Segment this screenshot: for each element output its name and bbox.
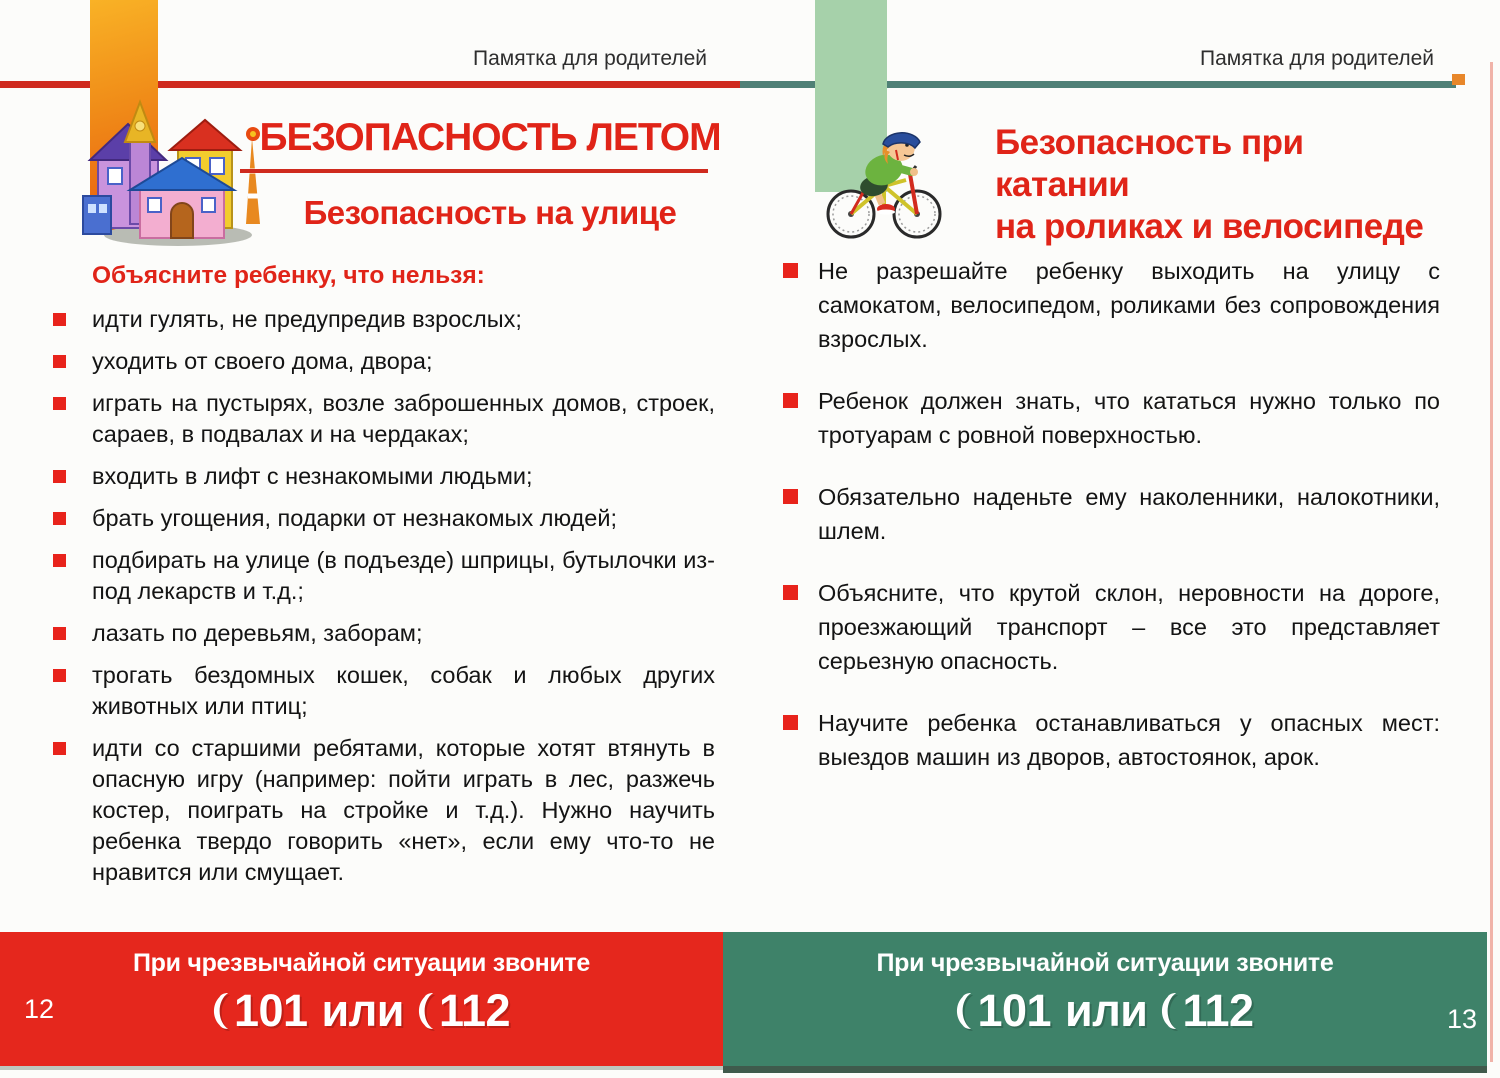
left-running-header: Памятка для родителей [473,47,707,70]
bullet-square-icon [783,715,798,730]
list-item-text: идти гулять, не предупредив взрослых; [92,306,522,332]
right-title-line2: на роликах и велосипеде [995,207,1424,246]
list-item-text: брать угощения, подарки от незнакомых людей; [92,505,617,531]
list-item [783,384,1440,452]
list-item [53,660,715,722]
list-item [53,545,715,607]
phone-number-text: 112 [438,985,511,1036]
phone-number-text: 112 [1182,985,1254,1036]
bullet-square-icon [53,512,66,525]
list-item [783,254,1440,356]
left-page-title: БЕЗОПАСНОСТЬ ЛЕТОМ [259,116,721,159]
emergency-call-text: При чрезвычайной ситуации звоните [876,949,1334,977]
bullet-square-icon [53,313,66,326]
page-number-right: 13 [1447,1004,1478,1034]
bullet-square-icon [783,489,798,504]
bullet-square-icon [53,627,66,640]
riding-safety-list [783,254,1440,802]
list-item-text: Объясните, что крутой склон, неровности на дороге, проезжающий транспорт – все это представляет серьезную опасность. [818,580,1440,674]
street-safety-list [53,262,715,899]
emergency-call-text: При чрезвычайной ситуации звоните [133,949,590,977]
list-item [53,346,715,377]
page-edge-line [1490,62,1493,1062]
phone-number-101 [213,985,308,1037]
phone-number-text: 101 [977,985,1052,1036]
list-item-text: подбирать на улице (в подъезде) шприцы, бутылочки из-под лекарств и т.д.; [92,547,715,604]
bottom-edge-shadow-right [723,1066,1487,1073]
list-item [783,576,1440,678]
left-page-subtitle: Безопасность на улице [303,194,677,231]
corner-mark [1452,74,1465,85]
list-item-text: Обязательно наденьте ему наколенники, налокотники, шлем. [818,484,1440,544]
emergency-numbers [723,985,1487,1037]
child-on-bicycle-icon [824,98,944,243]
left-emergency-footer [0,932,723,1066]
list-item-text: играть на пустырях, возле заброшенных домов, строек, сараев, в подвалах и на чердаках; [92,390,715,447]
bullet-square-icon [783,585,798,600]
list-item-text: входить в лифт с незнакомыми людьми; [92,463,533,489]
bullet-square-icon [783,393,798,408]
right-emergency-footer [723,932,1487,1066]
list-item [53,733,715,888]
list-item [53,618,715,649]
list-item-text: трогать бездомных кошек, собак и любых других животных или птиц; [92,662,715,719]
list-item-text: Ребенок должен знать, что кататься нужно только по тротуарам с ровной поверхностью. [818,388,1440,448]
list-heading: Объясните ребенку, что нельзя: [92,262,485,289]
list-item [783,706,1440,774]
emergency-numbers [0,985,723,1037]
list-item [53,388,715,450]
or-label: или [1065,985,1148,1036]
list-item-text: Не разрешайте ребенку выходить на улицу с самокатом, велосипедом, роликами без сопровождения взрослых. [818,258,1440,352]
phone-number-101 [956,985,1051,1037]
list-item [53,304,715,335]
bullet-square-icon [783,263,798,278]
or-label: или [321,985,404,1036]
right-page-title [995,122,1445,248]
right-title-line1: Безопасность при катании [995,123,1304,204]
list-item-text: уходить от своего дома, двора; [92,348,433,374]
phone-number-112 [418,985,510,1037]
phone-number-112 [1161,985,1253,1037]
phone-number-text: 101 [233,985,308,1036]
bullet-square-icon [53,355,66,368]
right-running-header: Памятка для родителей [1200,47,1434,70]
bullet-square-icon [53,669,66,682]
bullet-square-icon [53,397,66,410]
phone-handset-icon [956,992,973,1030]
list-item [53,503,715,534]
left-title-underline [240,169,708,173]
page-number-left: 12 [24,994,55,1024]
phone-handset-icon [213,992,230,1030]
bullet-square-icon [53,554,66,567]
bullet-square-icon [53,470,66,483]
list-item-text: Научите ребенка останавливаться у опасных мест: выездов машин из дворов, автостоянок, арок. [818,710,1440,770]
list-item [53,461,715,492]
bullet-square-icon [53,742,66,755]
list-item-text: лазать по деревьям, заборам; [92,620,423,646]
list-item [783,480,1440,548]
phone-handset-icon [1161,992,1178,1030]
phone-handset-icon [418,992,435,1030]
list-item-text: идти со старшими ребятами, которые хотят втянуть в опасную игру (например: пойти играть в лес, разжечь костер, поиграть на стройке и т.д.). Нужно научить ребенка твердо говорить «нет», если ему что-то не нравится или смущает. [92,735,715,885]
cyclist-illustration [824,98,944,248]
